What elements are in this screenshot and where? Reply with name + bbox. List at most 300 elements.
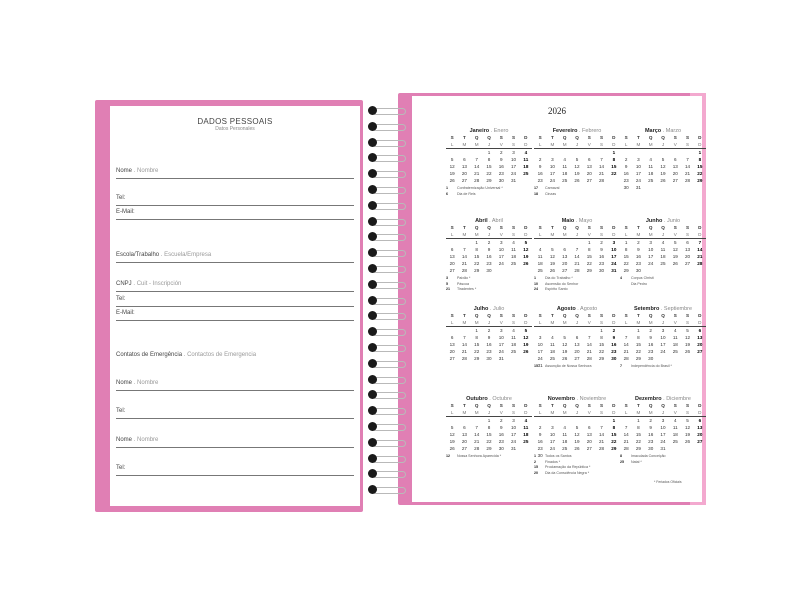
day-cell: 21 — [461, 261, 467, 266]
weekday-header-es: M — [458, 409, 470, 417]
holiday-name: Natal * — [631, 459, 642, 464]
day-cell: 7 — [624, 425, 628, 430]
day-cell: 15 — [623, 254, 629, 259]
day-cell: 8 — [475, 335, 478, 340]
day-cell: 10 — [648, 247, 654, 252]
field-label: Tel: — [116, 195, 126, 201]
month-grid — [534, 402, 620, 459]
ring-wire — [372, 361, 406, 368]
day-cell: 27 — [449, 356, 455, 361]
spiral-ring-icon — [368, 264, 408, 273]
weekday-header-es: M — [546, 141, 558, 149]
day-cell: 4 — [674, 418, 677, 423]
day-cell: 25 — [523, 439, 529, 444]
day-cell: 2 — [538, 157, 542, 162]
day-cell: 3 — [512, 418, 515, 423]
holiday-list — [620, 454, 666, 465]
day-cell: 11 — [550, 342, 555, 347]
day-cell: 1 — [637, 328, 640, 333]
separator: . — [661, 128, 666, 134]
empty-cell — [534, 149, 546, 156]
separator: . — [659, 306, 664, 312]
day-cell: 23 — [599, 261, 605, 266]
day-cell: 26 — [523, 261, 529, 266]
month-dezembro — [620, 396, 706, 452]
month-name-es: Diciembre — [666, 396, 691, 402]
weekday-header-es: M — [559, 409, 571, 417]
ring-wire — [372, 140, 406, 147]
weekday-header: S — [673, 225, 677, 230]
day-cell: 8 — [624, 247, 628, 252]
day-cell: 12 — [449, 432, 455, 437]
day-cell: 9 — [624, 164, 628, 169]
day-cell: 22 — [474, 261, 480, 266]
field-line — [116, 291, 354, 292]
spiral-ring-icon — [368, 280, 408, 289]
spiral-ring-icon — [368, 232, 408, 241]
day-cell: 29 — [486, 446, 492, 451]
day-cell: 6 — [686, 240, 689, 245]
ring-wire — [372, 282, 406, 289]
day-cell: 30 — [498, 446, 504, 451]
day-cell: 21 — [685, 171, 691, 176]
day-cell: 28 — [461, 268, 467, 273]
empty-cell — [534, 239, 546, 246]
form-field-7[interactable] — [116, 310, 354, 316]
day-cell: 29 — [486, 178, 492, 183]
weekday-header: S — [624, 135, 628, 140]
day-cell: 16 — [486, 254, 492, 259]
form-field-6[interactable] — [116, 296, 354, 302]
day-cell: 2 — [538, 425, 542, 430]
spiral-ring-icon — [368, 390, 408, 399]
day-cell: 27 — [461, 178, 467, 183]
month-fevereiro — [534, 128, 620, 184]
ring-hole — [368, 375, 377, 384]
spiral-ring-icon — [368, 201, 408, 210]
day-cell: 24 — [660, 349, 666, 354]
form-field-3[interactable] — [116, 209, 354, 215]
day-cell: 4 — [563, 425, 566, 430]
day-cell: 9 — [538, 164, 542, 169]
empty-cell — [458, 149, 470, 156]
month-name-es: Abril — [491, 218, 503, 224]
separator: . — [488, 306, 493, 312]
holiday-day: 3 — [446, 276, 448, 280]
day-cell: 27 — [449, 268, 455, 273]
holiday-name: Páscoa — [457, 281, 469, 286]
day-cell: 25 — [660, 261, 666, 266]
day-cell: 9 — [637, 247, 640, 252]
day-cell: 6 — [563, 247, 566, 252]
month-name-pt: Novembro — [547, 396, 575, 402]
day-cell: 13 — [697, 335, 703, 340]
empty-cell — [571, 417, 583, 424]
ring-hole — [368, 106, 377, 115]
day-cell: 2 — [500, 150, 503, 155]
field-label: Nome — [116, 380, 133, 386]
day-cell: 11 — [562, 164, 568, 169]
field-label-alt: Cuit - Inscripción — [136, 281, 182, 287]
separator: . — [661, 396, 667, 402]
weekday-header-es: D — [608, 231, 620, 239]
month-name-es: Julio — [492, 306, 505, 312]
field-label: CNPJ — [116, 281, 132, 287]
holiday-name: Dia do Trabalho * — [545, 276, 573, 280]
empty-cell — [471, 417, 483, 424]
day-cell: 19 — [685, 342, 691, 347]
day-cell: 13 — [697, 425, 703, 430]
separator: . — [132, 380, 138, 386]
ring-hole — [368, 217, 377, 226]
month-name-pt: Fevereiro — [552, 128, 578, 134]
weekday-header-es: L — [534, 231, 546, 239]
empty-cell — [458, 327, 470, 334]
day-cell: 22 — [697, 171, 703, 176]
day-cell: 13 — [586, 432, 592, 437]
day-cell: 31 — [511, 178, 517, 183]
day-cell: 3 — [512, 150, 515, 155]
day-cell: 14 — [599, 432, 605, 437]
weekday-header-es: L — [446, 141, 458, 149]
day-cell: 11 — [511, 335, 516, 340]
empty-cell — [446, 149, 458, 156]
day-cell: 30 — [611, 356, 617, 361]
month-name-pt: Julho — [473, 306, 489, 312]
weekday-header: Q — [487, 225, 491, 230]
day-cell: 5 — [674, 240, 677, 245]
day-cell: 4 — [524, 150, 528, 155]
day-cell: 1 — [475, 328, 478, 333]
month-name-es: Agosto — [580, 306, 598, 312]
form-field-11[interactable] — [116, 437, 354, 443]
ring-wire — [372, 487, 406, 494]
day-cell: 27 — [586, 178, 592, 183]
day-cell: 3 — [500, 240, 503, 245]
day-cell: 30 — [623, 185, 629, 190]
day-cell: 31 — [537, 363, 543, 368]
weekday-header: S — [499, 135, 503, 140]
day-cell: 3 — [612, 240, 616, 245]
weekday-header-es: J — [483, 319, 495, 327]
day-cell: 20 — [586, 171, 592, 176]
day-cell: 12 — [574, 432, 580, 437]
weekday-header-es: S — [507, 319, 519, 327]
weekday-header: Q — [575, 313, 579, 318]
day-cell: 11 — [672, 335, 678, 340]
day-cell: 1 — [624, 240, 628, 245]
day-cell: 24 — [498, 349, 504, 354]
day-cell: 17 — [660, 432, 666, 437]
spiral-ring-icon — [368, 169, 408, 178]
weekday-header: S — [450, 313, 454, 318]
day-cell: 6 — [450, 335, 454, 340]
field-label-alt: Nombre — [137, 437, 159, 443]
spiral-ring-icon — [368, 359, 408, 368]
spiral-ring-icon — [368, 311, 408, 320]
day-cell: 30 — [537, 453, 543, 458]
spiral-ring-icon — [368, 422, 408, 431]
weekday-header: S — [600, 135, 604, 140]
day-cell: 19 — [449, 439, 455, 444]
day-cell: 29 — [697, 178, 703, 183]
field-line — [116, 447, 354, 448]
empty-cell — [446, 239, 458, 246]
day-cell: 12 — [660, 164, 666, 169]
day-cell: 3 — [551, 157, 554, 162]
holiday-day: 20 — [534, 470, 538, 475]
day-cell: 11 — [511, 247, 516, 252]
weekday-header: S — [624, 225, 628, 230]
weekday-header-es: M — [471, 319, 483, 327]
day-cell: 26 — [523, 349, 529, 354]
day-cell: 24 — [648, 261, 654, 266]
weekday-header-es: M — [546, 409, 558, 417]
day-cell: 28 — [623, 356, 629, 361]
holiday-item — [534, 364, 592, 370]
weekday-header-es: S — [681, 231, 693, 239]
holiday-day: 7 — [620, 364, 622, 368]
form-field-5[interactable] — [116, 281, 354, 287]
empty-cell — [583, 417, 595, 424]
empty-cell — [546, 239, 558, 246]
empty-cell — [571, 149, 583, 156]
holiday-name: Corpus Christi — [631, 276, 654, 280]
weekday-header-es: M — [632, 231, 644, 239]
day-cell: 11 — [562, 432, 568, 437]
day-cell: 7 — [698, 240, 702, 245]
form-field-12[interactable] — [116, 465, 354, 471]
day-cell: 17 — [549, 439, 555, 444]
form-field-1[interactable] — [116, 168, 354, 174]
weekday-header: D — [612, 403, 616, 408]
weekday-header: Q — [661, 225, 665, 230]
day-cell: 22 — [611, 171, 617, 176]
day-cell: 28 — [461, 356, 467, 361]
day-cell: 14 — [461, 342, 467, 347]
holiday-day: 17 — [534, 186, 538, 190]
day-cell: 21 — [697, 254, 703, 259]
day-cell: 13 — [461, 432, 467, 437]
empty-cell — [645, 149, 657, 156]
day-cell: 20 — [685, 254, 691, 259]
spiral-ring-icon — [368, 485, 408, 494]
empty-cell — [669, 149, 681, 156]
day-cell: 17 — [498, 342, 504, 347]
day-cell: 4 — [538, 247, 542, 252]
day-cell: 16 — [648, 432, 654, 437]
empty-cell — [632, 149, 644, 156]
spiral-ring-icon — [368, 327, 408, 336]
day-cell: 26 — [574, 446, 580, 451]
day-cell: 14 — [461, 254, 467, 259]
separator: . — [182, 352, 188, 358]
day-cell: 8 — [487, 425, 491, 430]
day-cell: 20 — [461, 439, 467, 444]
ring-wire — [372, 313, 406, 320]
day-cell: 23 — [498, 171, 504, 176]
day-cell: 25 — [523, 171, 529, 176]
form-field-10[interactable] — [116, 408, 354, 414]
day-cell: 15 — [635, 342, 641, 347]
weekday-header: T — [463, 135, 466, 140]
field-line — [116, 219, 354, 220]
holiday-item — [534, 471, 590, 477]
day-cell: 22 — [486, 171, 492, 176]
weekday-header: S — [512, 403, 516, 408]
day-cell: 23 — [648, 349, 654, 354]
separator: . — [577, 128, 583, 134]
month-outubro — [446, 396, 532, 452]
field-label: Tel: — [116, 465, 126, 471]
day-cell: 5 — [450, 157, 454, 162]
day-cell: 10 — [498, 247, 504, 252]
month-grid — [534, 134, 620, 184]
month-grid — [534, 312, 620, 369]
day-cell: 21 — [574, 261, 580, 266]
weekday-header-es: L — [534, 409, 546, 417]
day-cell: 14 — [474, 164, 480, 169]
weekday-header-es: S — [681, 409, 693, 417]
day-cell: 8 — [475, 247, 478, 252]
weekday-header: Q — [575, 403, 579, 408]
ring-wire — [372, 219, 406, 226]
holiday-name: Assunção de Nossa Senhora — [545, 364, 592, 368]
empty-cell — [534, 327, 546, 334]
day-cell: 5 — [686, 418, 689, 423]
month-name-es: Febrero — [582, 128, 602, 134]
day-cell: 13 — [586, 164, 592, 169]
day-cell: 6 — [463, 425, 466, 430]
day-cell: 16 — [611, 342, 617, 347]
day-cell: 17 — [660, 342, 666, 347]
day-cell: 27 — [461, 446, 467, 451]
holiday-day: 1 — [446, 186, 448, 190]
weekday-header: Q — [487, 313, 491, 318]
day-cell: 15 — [474, 254, 480, 259]
holiday-name: Carnaval — [545, 186, 560, 190]
empty-cell — [620, 149, 632, 156]
holiday-day: 25 — [620, 459, 624, 464]
day-cell: 17 — [537, 349, 543, 354]
day-cell: 2 — [487, 240, 491, 245]
day-cell: 15 — [486, 432, 492, 437]
holiday-list — [620, 364, 672, 370]
day-cell: 12 — [449, 164, 455, 169]
ring-wire — [372, 203, 406, 210]
weekday-header: D — [612, 313, 616, 318]
weekday-header: D — [698, 135, 702, 140]
day-cell: 8 — [600, 335, 603, 340]
empty-cell — [559, 239, 571, 246]
weekday-header-es: J — [657, 141, 669, 149]
day-cell: 24 — [511, 171, 517, 176]
day-cell: 23 — [498, 439, 504, 444]
form-field-8[interactable] — [116, 352, 354, 358]
day-cell: 11 — [523, 425, 529, 430]
field-label: Nome — [116, 168, 133, 174]
weekday-header: S — [686, 313, 690, 318]
day-cell: 10 — [635, 164, 641, 169]
day-cell: 21 — [623, 439, 629, 444]
weekday-header: Q — [562, 313, 567, 318]
separator: . — [132, 168, 138, 174]
day-cell: 24 — [511, 439, 517, 444]
spiral-ring-icon — [368, 469, 408, 478]
weekday-header: S — [600, 313, 604, 318]
day-cell: 1 — [600, 328, 603, 333]
weekday-header: Q — [661, 135, 665, 140]
day-cell: 5 — [450, 425, 454, 430]
weekday-header: D — [612, 225, 616, 230]
day-cell: 24 — [635, 178, 641, 183]
weekday-header-es: S — [595, 231, 607, 239]
day-cell: 6 — [698, 328, 702, 333]
day-cell: 7 — [475, 425, 478, 430]
month-maio — [534, 218, 620, 274]
field-line — [116, 418, 354, 419]
day-cell: 18 — [549, 349, 555, 354]
day-cell: 20 — [586, 439, 592, 444]
day-cell: 15 — [486, 164, 492, 169]
day-cell: 18 — [660, 254, 666, 259]
day-cell: 2 — [612, 328, 616, 333]
day-cell: 19 — [523, 254, 529, 259]
day-cell: 16 — [648, 342, 654, 347]
form-field-2[interactable] — [116, 195, 354, 201]
day-cell: 26 — [549, 268, 555, 273]
weekday-header: T — [637, 135, 640, 140]
ring-wire — [372, 440, 406, 447]
month-abril — [446, 218, 532, 274]
day-cell: 26 — [449, 446, 455, 451]
weekday-header-es: M — [458, 231, 470, 239]
weekday-header: Q — [562, 403, 567, 408]
day-cell: 31 — [498, 356, 504, 361]
weekday-header: S — [686, 403, 690, 408]
day-cell: 27 — [685, 261, 691, 266]
day-cell: 9 — [487, 335, 491, 340]
day-cell: 22 — [474, 349, 480, 354]
day-cell: 20 — [461, 171, 467, 176]
day-cell: 12 — [574, 164, 580, 169]
weekday-header-es: D — [520, 409, 532, 417]
ring-wire — [372, 266, 406, 273]
holiday-item — [620, 282, 654, 288]
day-cell: 13 — [672, 164, 678, 169]
day-cell: 18 — [511, 342, 517, 347]
day-cell: 28 — [474, 446, 480, 451]
day-cell: 26 — [672, 261, 678, 266]
field-line — [116, 205, 354, 206]
form-field-4[interactable] — [116, 252, 354, 258]
day-cell: 28 — [474, 178, 480, 183]
day-cell: 10 — [660, 335, 666, 340]
form-field-9[interactable] — [116, 380, 354, 386]
weekday-header: S — [686, 225, 690, 230]
day-cell: 25 — [549, 356, 555, 361]
day-cell: 11 — [672, 425, 678, 430]
day-cell: 22 — [635, 349, 641, 354]
day-cell: 19 — [549, 261, 555, 266]
month-name-pt: Janeiro — [469, 128, 490, 134]
holiday-list — [620, 276, 654, 287]
day-cell: 23 — [611, 349, 617, 354]
weekday-header: T — [463, 403, 466, 408]
day-cell: 14 — [586, 342, 592, 347]
day-cell: 16 — [486, 342, 492, 347]
day-cell: 3 — [538, 335, 542, 340]
